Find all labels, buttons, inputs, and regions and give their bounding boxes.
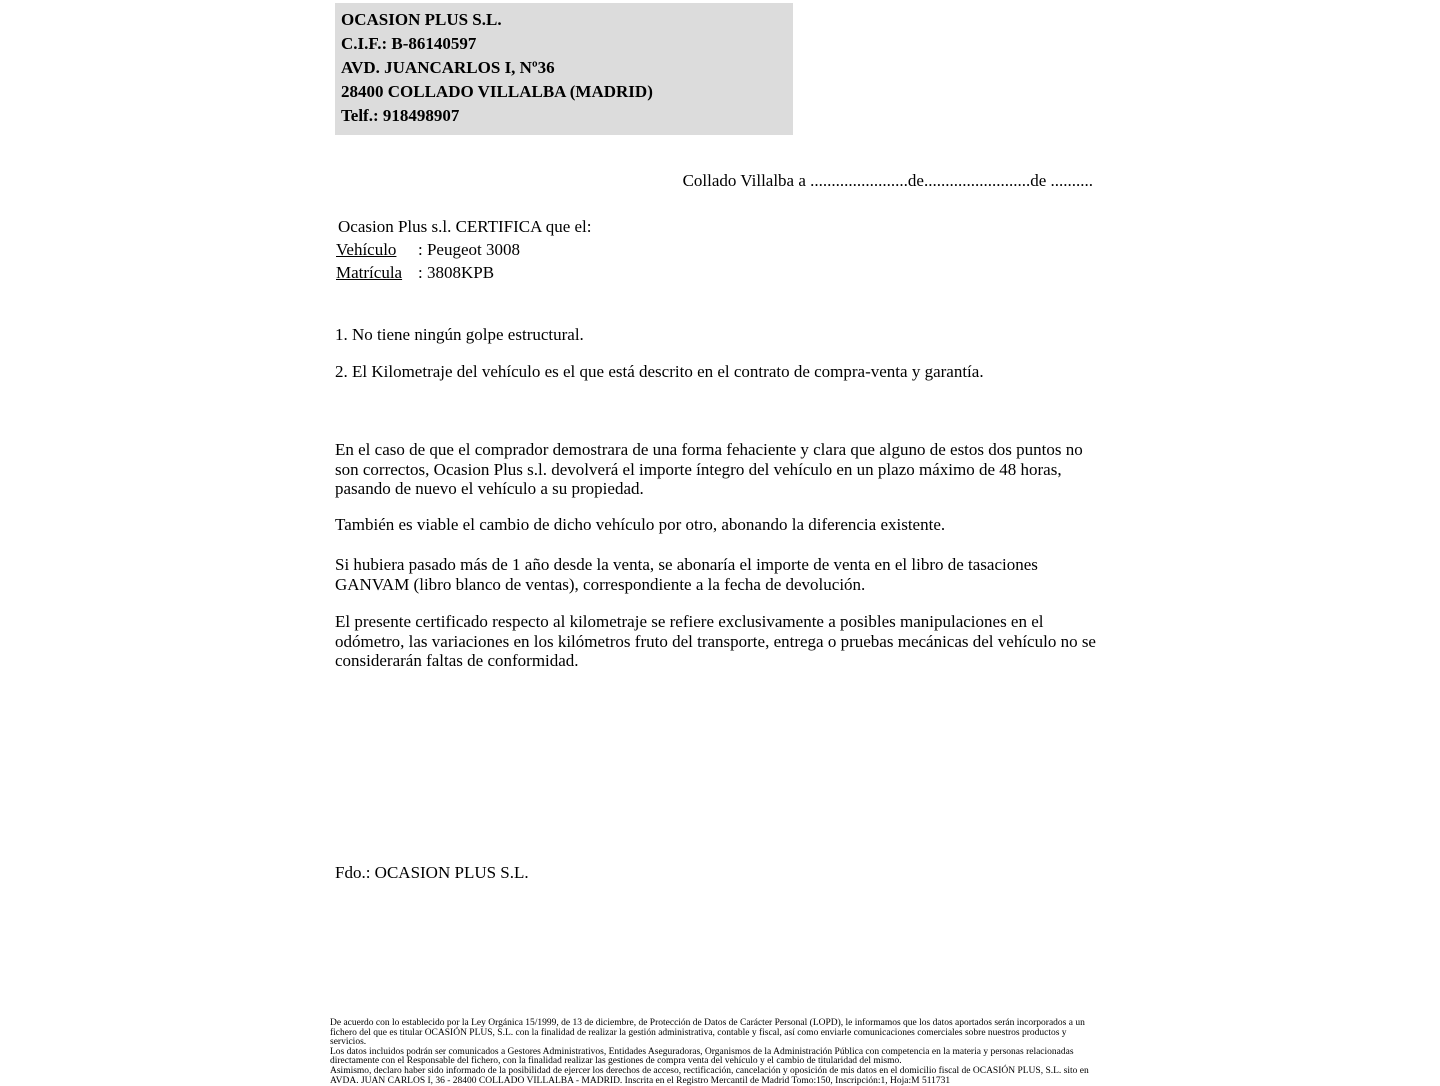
vehicle-value: : Peugeot 3008 <box>418 240 520 259</box>
plate-value: : 3808KPB <box>418 263 495 282</box>
vehicle-row <box>336 240 520 260</box>
plate-label: Matrícula <box>336 263 403 282</box>
legal-paragraph: Asimismo, declaro haber sido informado de la posibilidad de ejercer los derechos de acceso, rectificación, cancelación y oposición de mis datos en el domicilio fiscal de OCASIÓN PLUS, S.L. sito en AVDA. JUAN CARLOS I, 36 - 28400 COLLADO VILLALBA - MADRID. Inscrita en el Registro Mercantil de Madrid Tomo:150, Inscripción:1, Hoja:M 511731 <box>330 1065 1089 1086</box>
paragraph-refund: En el caso de que el comprador demostrara de una forma fehaciente y clara que alguno de estos dos puntos no son correctos, Ocasion Plus s.l. devolverá el importe íntegro del vehículo en un plazo máximo de 48 horas, pasando de nuevo el vehículo a su propiedad. <box>335 440 1083 498</box>
legal-paragraph: De acuerdo con lo establecido por la Ley Orgánica 15/1999, de 13 de diciembre, de Protección de Datos de Carácter Personal (LOPD), le informamos que los datos aportados serán incorporados a un fichero del que es titular OCASIÓN PLUS, S.L. con la finalidad de realizar la gestión administrativa, contable y fiscal, así como enviarle comunicaciones comerciales sobre nuestros productos y servicios. <box>330 1018 1085 1048</box>
paragraph-ganvam: Si hubiera pasado más de 1 año desde la venta, se abonaría el importe de venta en el libro de tasaciones GANVAM (libro blanco de ventas), correspondiente a la fecha de devolución. <box>335 555 1038 594</box>
date-line: Collado Villalba a .......................de.........................de .......... <box>682 171 1093 190</box>
company-name: OCASION PLUS S.L. <box>341 10 502 29</box>
point-1: 1. No tiene ningún golpe estructural. <box>335 325 584 344</box>
plate-row <box>336 263 494 283</box>
legal-footer <box>330 1019 1102 1086</box>
company-address: AVD. JUANCARLOS I, Nº36 <box>341 58 555 77</box>
signature-line: Fdo.: OCASION PLUS S.L. <box>335 863 529 882</box>
paragraph-exchange: También es viable el cambio de dicho vehículo por otro, abonando la diferencia existente. <box>335 515 946 534</box>
certifies-line: Ocasion Plus s.l. CERTIFICA que el: <box>338 217 592 236</box>
paragraph-odometer: El presente certificado respecto al kilometraje se refiere exclusivamente a posibles manipulaciones en el odómetro, las variaciones en los kilómetros fruto del transporte, entrega o pruebas mecánicas del vehículo no se considerarán faltas de conformidad. <box>335 612 1096 670</box>
legal-paragraph: Los datos incluidos podrán ser comunicados a Gestores Administrativos, Entidades Aseguradoras, Organismos de la Administración Pública con competencia en la materia y personas relacionadas directamente con el Responsable del fichero, con la finalidad realizar las gestiones de compra venta del vehículo y el cambio de titularidad del mismo. <box>330 1046 1074 1067</box>
company-cif: C.I.F.: B-86140597 <box>341 34 477 53</box>
company-header-box <box>335 3 793 135</box>
point-2: 2. El Kilometraje del vehículo es el que está descrito en el contrato de compra-venta y garantía. <box>335 362 984 381</box>
vehicle-label: Vehículo <box>336 240 397 259</box>
company-phone: Telf.: 918498907 <box>341 106 460 125</box>
company-city: 28400 COLLADO VILLALBA (MADRID) <box>341 82 653 101</box>
